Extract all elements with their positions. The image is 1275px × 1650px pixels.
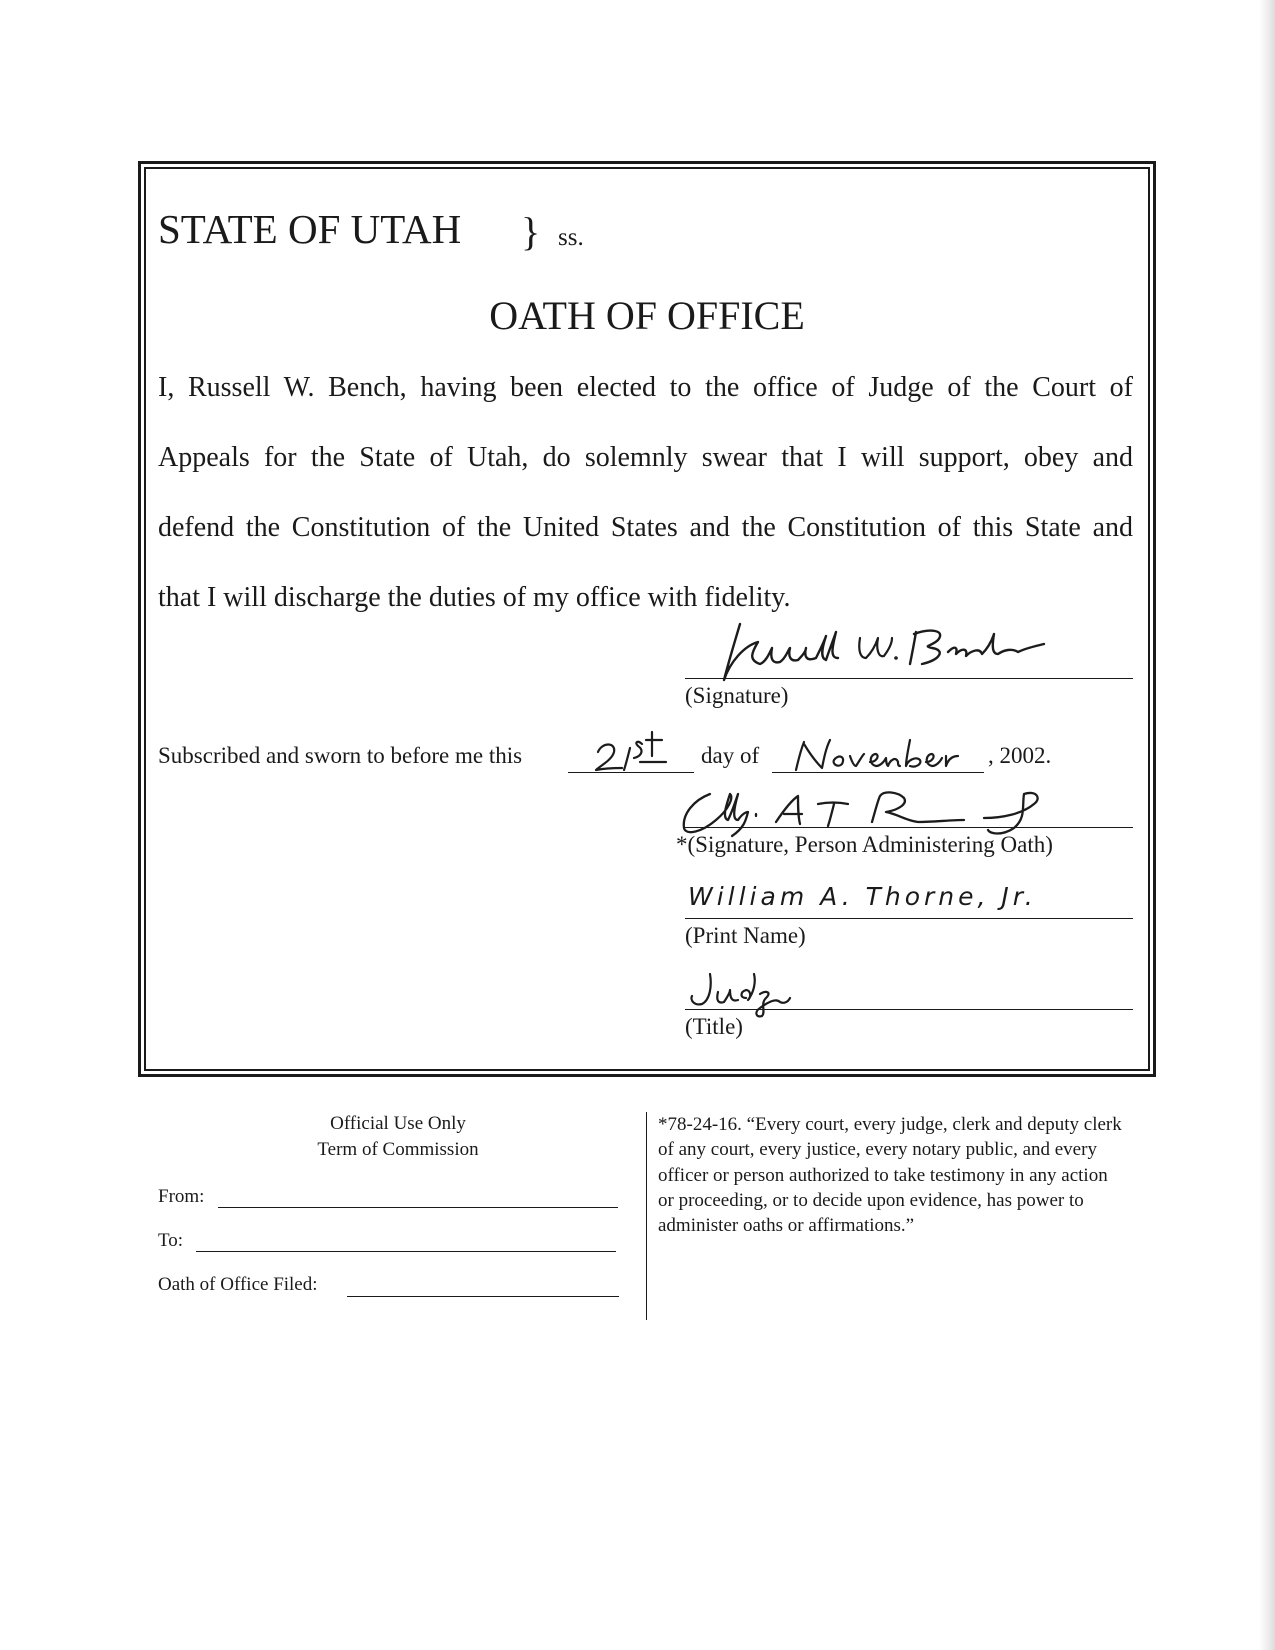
page-title: OATH OF OFFICE (489, 293, 805, 338)
year-suffix: , 2002. (988, 743, 1052, 768)
official-use-heading: Official Use Only (330, 1113, 466, 1134)
state-heading: STATE OF UTAH (158, 206, 462, 252)
from-label: From: (158, 1186, 205, 1207)
title-line (685, 1009, 1133, 1010)
statute-note: *78-24-16. “Every court, every judge, clerk and deputy clerk of any court, every justice, every notary public, and every officer or person authorized to take testimony in any action or proceeding, or to decide upon evidence, has power to administer oaths or affirmations.” (658, 1114, 1122, 1237)
to-label: To: (158, 1230, 184, 1251)
oath-filed-label: Oath of Office Filed: (158, 1274, 318, 1295)
admin-signature-line (685, 827, 1133, 828)
column-divider (646, 1112, 647, 1320)
print-name-label: (Print Name) (685, 923, 806, 948)
title-handwriting-judge (684, 968, 794, 1018)
oath-line-1: I, Russell W. Bench, having been elected to the office of Judge of the Court of (158, 372, 1133, 403)
month-handwriting-november (790, 734, 980, 774)
signature-label: (Signature) (685, 683, 789, 708)
day-of-label: day of (701, 743, 760, 768)
ss-abbreviation: ss. (558, 224, 584, 251)
page-edge-shadow (1259, 0, 1275, 1650)
print-name-value: William A. Thorne, Jr. (688, 882, 1037, 911)
signature-line (685, 678, 1133, 679)
print-name-line (685, 918, 1133, 919)
to-field[interactable] (196, 1251, 616, 1252)
brace-symbol: } (521, 209, 541, 254)
admin-signature-label: *(Signature, Person Administering Oath) (676, 832, 1053, 857)
oath-line-4: that I will discharge the duties of my office with fidelity. (158, 582, 791, 613)
term-of-commission: Term of Commission (317, 1139, 479, 1160)
oath-line-3: defend the Constitution of the United States and the Constitution of this State and (158, 512, 1133, 543)
oath-line-2: Appeals for the State of Utah, do solemnly swear that I will support, obey and (158, 442, 1133, 473)
oath-filed-field[interactable] (347, 1296, 619, 1297)
sworn-prefix: Subscribed and sworn to before me this (158, 743, 523, 768)
title-label: (Title) (685, 1014, 743, 1039)
from-field[interactable] (218, 1207, 618, 1208)
day-handwriting-21st (590, 728, 690, 774)
